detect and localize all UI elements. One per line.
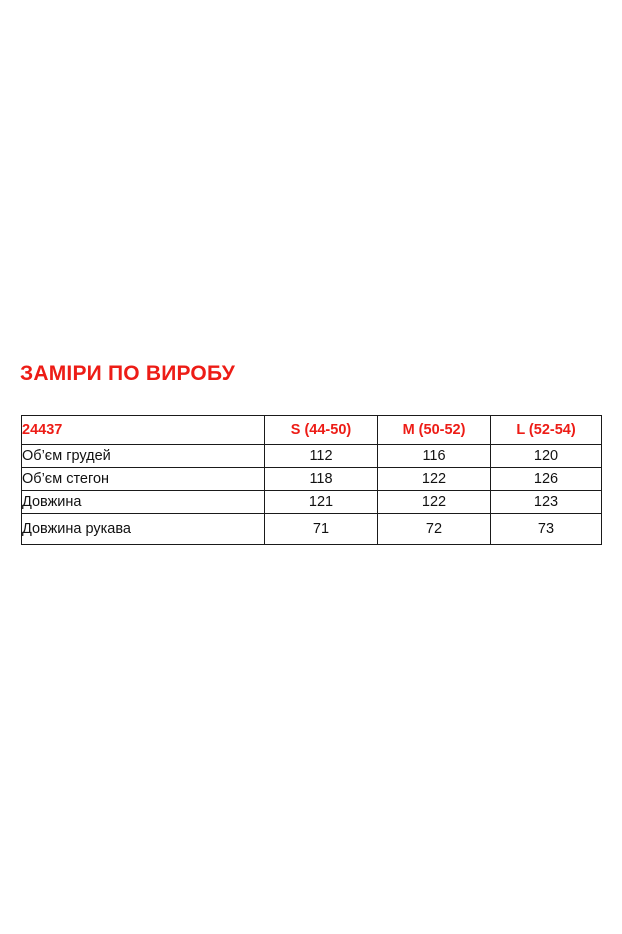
row-label: Довжина [22,491,265,514]
table-row [22,491,602,514]
row-value: 121 [265,491,378,514]
table-header-size-l: L (52-54) [491,416,602,445]
table-header [22,416,602,445]
row-label: Об’єм стегон [22,468,265,491]
row-label: Об’єм грудей [22,445,265,468]
table-header-size-s: S (44-50) [265,416,378,445]
row-value: 126 [491,468,602,491]
table-header-row [22,416,602,445]
row-value: 73 [491,514,602,545]
table-body [22,445,602,545]
page-title: ЗАМІРИ ПО ВИРОБУ [20,362,236,385]
row-label: Довжина рукава [22,514,265,545]
table-row [22,468,602,491]
row-value: 112 [265,445,378,468]
row-value: 122 [378,468,491,491]
table-header-article: 24437 [22,416,265,445]
row-value: 122 [378,491,491,514]
table-header-size-m: M (50-52) [378,416,491,445]
table-row [22,445,602,468]
table-row [22,514,602,545]
row-value: 72 [378,514,491,545]
row-value: 71 [265,514,378,545]
row-value: 116 [378,445,491,468]
row-value: 123 [491,491,602,514]
row-value: 118 [265,468,378,491]
row-value: 120 [491,445,602,468]
size-chart-table [21,415,602,545]
